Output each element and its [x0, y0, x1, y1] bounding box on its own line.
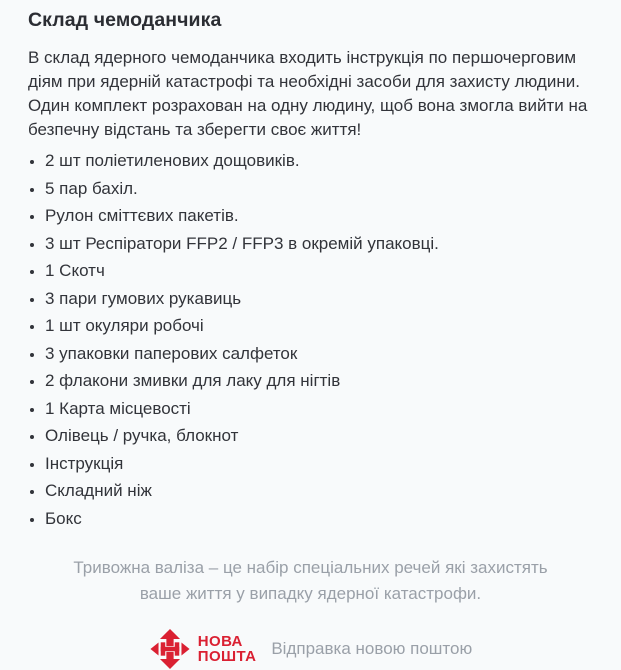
list-item: • Олівець / ручка, блокнот — [45, 427, 593, 445]
list-item: • 2 флакони змивки для лаку для нігтів — [45, 372, 593, 390]
nova-poshta-logo-icon — [149, 628, 191, 670]
list-item: • 5 пар бахіл. — [45, 180, 593, 198]
note-text: Тривожна валіза – це набір спеціальних речей які захистять ваше життя у випадку ядерної катастрофи. — [73, 558, 548, 603]
nova-poshta-logo — [149, 628, 257, 670]
intro-paragraph: В склад ядерного чемоданчика входить інструкція по першочерговим діям при ядерній катастрофі та необхідні засоби для захисту людини. Один комплект розрахован на одну людину, щоб вона змогла вийти на безпечну відстань та зберегти своє життя! — [28, 48, 588, 139]
list-item: • Складний ніж — [45, 482, 593, 500]
list-item: • Інструкція — [45, 455, 593, 473]
shipping-footer — [28, 628, 593, 670]
list-item: • 1 Скотч — [45, 262, 593, 280]
wordmark-line-2: ПОШТА — [197, 648, 257, 665]
shipping-label: Відправка новою поштою — [271, 639, 473, 658]
contents-list — [28, 152, 593, 527]
list-item: • 3 упаковки паперових салфеток — [45, 345, 593, 363]
page-title: Склад чемоданчика — [28, 9, 222, 31]
list-item: • 2 шт поліетиленових дощовиків. — [45, 152, 593, 170]
wordmark-line-1: НОВА — [197, 633, 243, 650]
list-item: • Бокс — [45, 510, 593, 528]
list-item: • 1 шт окуляри робочі — [45, 317, 593, 335]
nova-poshta-wordmark — [198, 634, 257, 664]
list-item: • 1 Карта місцевості — [45, 400, 593, 418]
list-item: • 3 шт Респіратори FFP2 / FFP3 в окремій упаковці. — [45, 235, 593, 253]
list-item: • Рулон сміттєвих пакетів. — [45, 207, 593, 225]
list-item: • 3 пари гумових рукавиць — [45, 290, 593, 308]
